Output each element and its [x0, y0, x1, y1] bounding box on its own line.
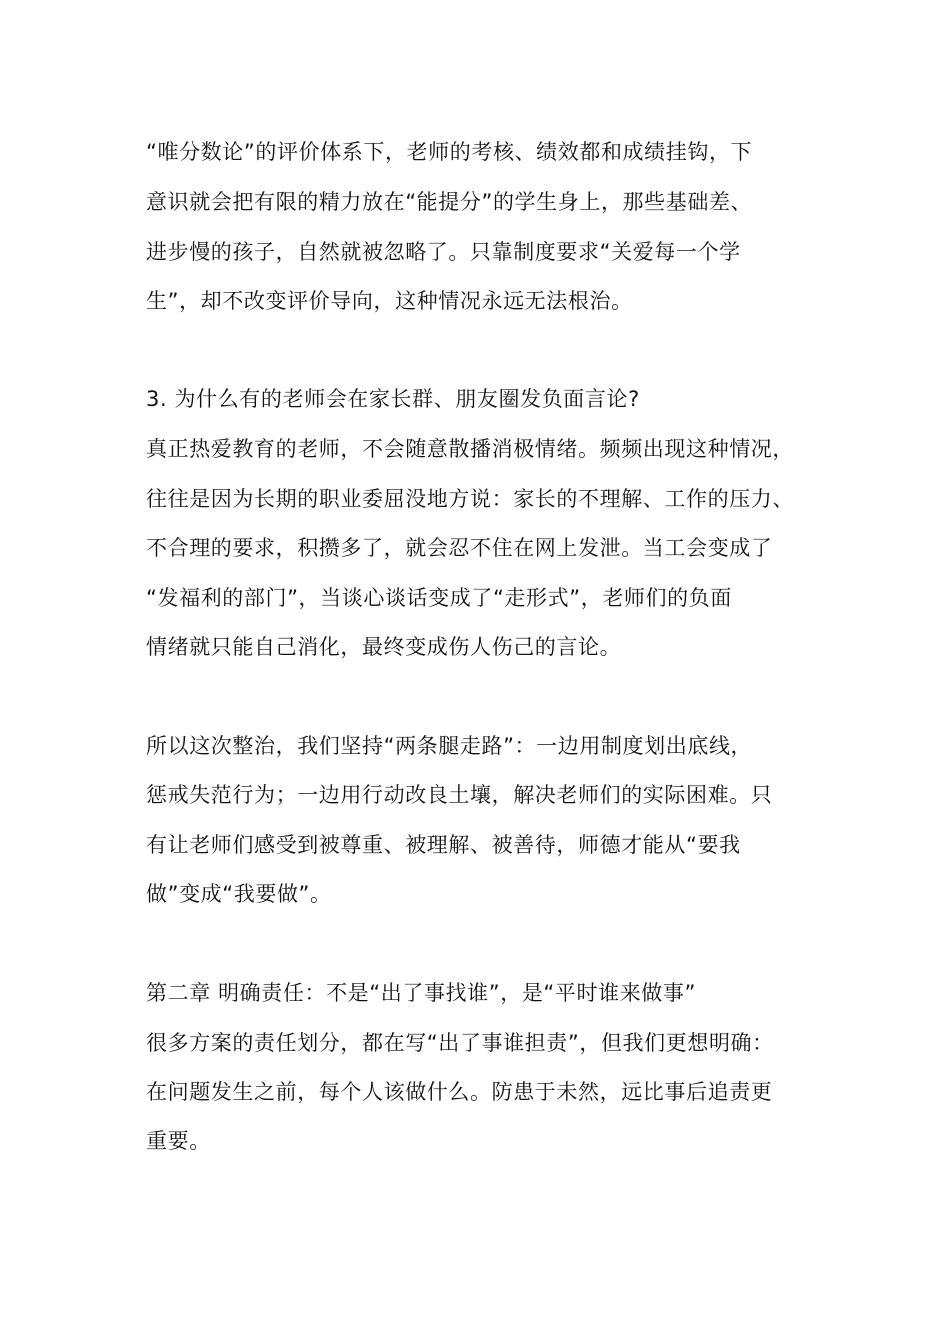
text-line: 在问题发生之前，每个人该做什么。防患于未然，远比事后追责更 [146, 1080, 773, 1104]
text-line: 做”变成“我要做”。 [146, 882, 332, 906]
question-heading: 3. 为什么有的老师会在家长群、朋友圈发负面言论? [146, 387, 640, 411]
text-line: 意识就会把有限的精力放在“能提分”的学生身上，那些基础差、 [146, 190, 753, 214]
text-line: 生”，却不改变评价导向，这种情况永远无法根治。 [146, 289, 633, 313]
text-line: 惩戒失范行为；一边用行动改良土壤，解决老师们的实际困难。只 [146, 783, 773, 807]
text-line: “发福利的部门”，当谈心谈话变成了“走形式”，老师们的负面 [146, 586, 732, 610]
text-line: 情绪就只能自己消化，最终变成伤人伤己的言论。 [146, 635, 622, 659]
text-line: 往往是因为长期的职业委屈没地方说：家长的不理解、工作的压力、 [146, 487, 794, 511]
text-line: 有让老师们感受到被尊重、被理解、被善待，师德才能从“要我 [146, 833, 741, 857]
text-line: 不合理的要求，积攒多了，就会忍不住在网上发泄。当工会变成了 [146, 536, 773, 560]
text-line: 所以这次整治，我们坚持“两条腿走路”：一边用制度划出底线， [146, 734, 753, 758]
text-line: 很多方案的责任划分，都在写“出了事谁担责”，但我们更想明确： [146, 1031, 774, 1055]
text-line: 重要。 [146, 1129, 211, 1153]
text-line: 进步慢的孩子，自然就被忽略了。只靠制度要求“关爱每一个学 [146, 240, 741, 264]
text-line: “唯分数论”的评价体系下，老师的考核、绩效都和成绩挂钩，下 [146, 140, 753, 164]
text-line: 真正热爱教育的老师，不会随意散播消极情绪。频频出现这种情况， [146, 437, 794, 461]
chapter-heading: 第二章 明确责任：不是“出了事找谁”，是“平时谁来做事” [146, 981, 696, 1005]
